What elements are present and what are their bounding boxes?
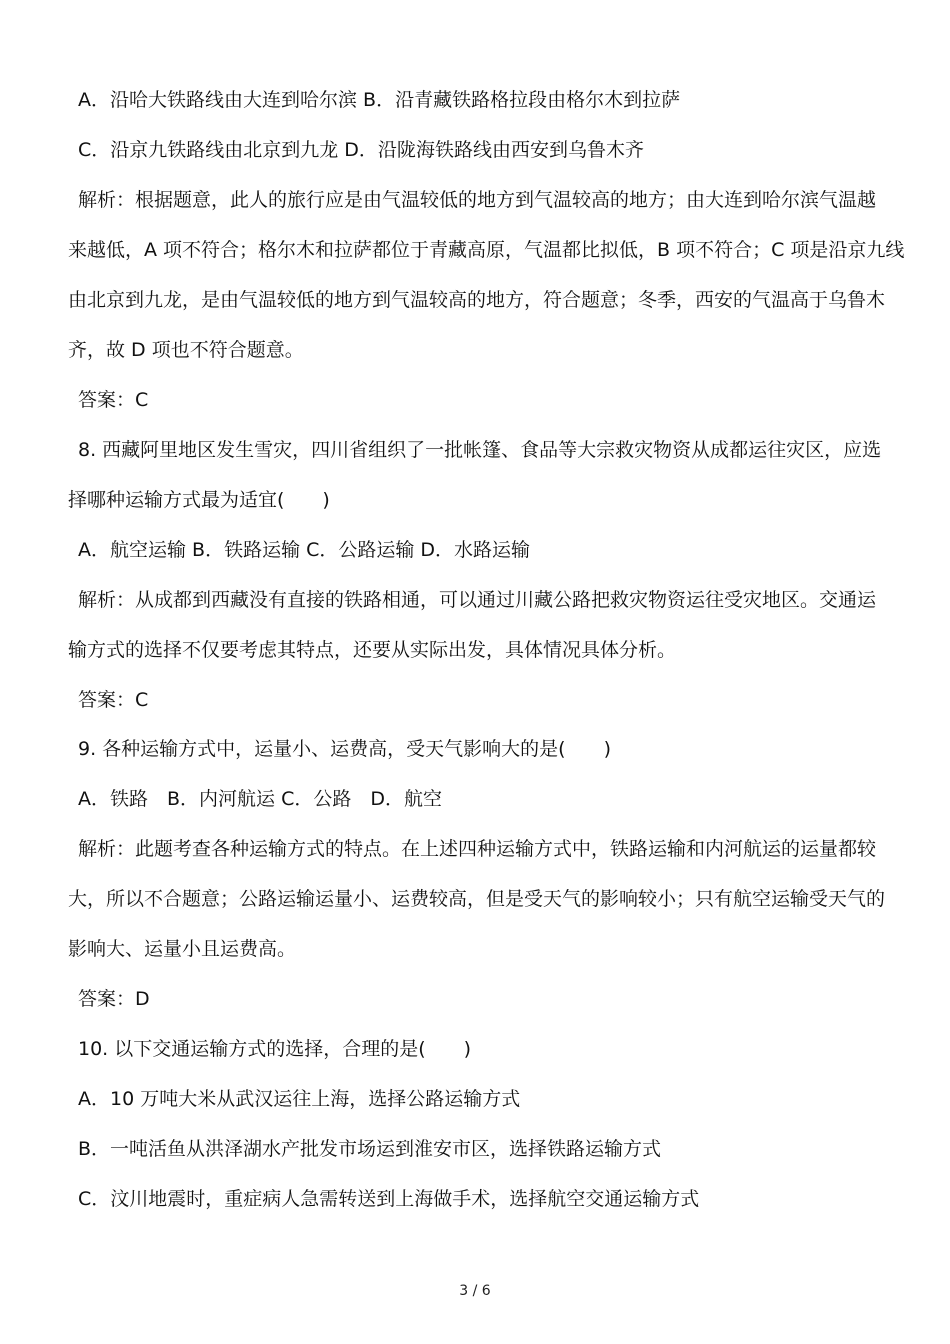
answer-q7: 答案：C	[78, 389, 149, 411]
option-line-q7-ab: A．沿哈大铁路线由大连到哈尔滨 B．沿青藏铁路格拉段由格尔木到拉萨	[78, 89, 681, 111]
option-q10-b: B．一吨活鱼从洪泽湖水产批发市场运到淮安市区，选择铁路运输方式	[78, 1138, 662, 1160]
question-8-line-2: 择哪种运输方式最为适宜( )	[68, 489, 330, 511]
answer-q8: 答案：C	[78, 689, 149, 711]
answer-q9: 答案：D	[78, 988, 150, 1010]
option-line-q7-cd: C．沿京九铁路线由北京到九龙 D．沿陇海铁路线由西安到乌鲁木齐	[78, 139, 644, 161]
analysis-q8-line-2: 输方式的选择不仅要考虑其特点，还要从实际出发，具体情况具体分析。	[68, 639, 677, 661]
page-number: 3 / 6	[459, 1283, 491, 1299]
analysis-q7-line-3: 由北京到九龙，是由气温较低的地方到气温较高的地方，符合题意；冬季，西安的气温高于乌鲁木	[68, 289, 886, 311]
analysis-q8-line-1: 解析：从成都到西藏没有直接的铁路相通，可以通过川藏公路把救灾物资运往受灾地区。交通运	[78, 589, 877, 611]
analysis-q7-line-4: 齐，故 D 项也不符合题意。	[68, 339, 304, 361]
analysis-q7-line-2: 来越低，A 项不符合；格尔木和拉萨都位于青藏高原，气温都比拟低，B 项不符合；C 项是沿京九线	[68, 239, 905, 261]
analysis-q9-line-3: 影响大、运量小且运费高。	[68, 938, 297, 960]
question-8-line-1: 8. 西藏阿里地区发生雪灾，四川省组织了一批帐篷、食品等大宗救灾物资从成都运往灾区，应选	[78, 439, 882, 461]
analysis-q9-line-1: 解析：此题考查各种运输方式的特点。在上述四种运输方式中，铁路运输和内河航运的运量都较	[78, 838, 877, 860]
options-q9: A．铁路 B．内河航运 C．公路 D．航空	[78, 788, 442, 810]
options-q8: A．航空运输 B．铁路运输 C．公路运输 D．水路运输	[78, 539, 531, 561]
analysis-q7-line-1: 解析：根据题意，此人的旅行应是由气温较低的地方到气温较高的地方；由大连到哈尔滨气温越	[78, 189, 877, 211]
question-9: 9. 各种运输方式中，运量小、运费高，受天气影响大的是( )	[78, 738, 611, 760]
analysis-q9-line-2: 大，所以不合题意；公路运输运量小、运费较高，但是受天气的影响较小；只有航空运输受天气的	[68, 888, 886, 910]
option-q10-a: A．10 万吨大米从武汉运往上海，选择公路运输方式	[78, 1088, 521, 1110]
question-10: 10. 以下交通运输方式的选择，合理的是( )	[78, 1038, 472, 1060]
option-q10-c: C．汶川地震时，重症病人急需转送到上海做手术，选择航空交通运输方式	[78, 1188, 700, 1210]
